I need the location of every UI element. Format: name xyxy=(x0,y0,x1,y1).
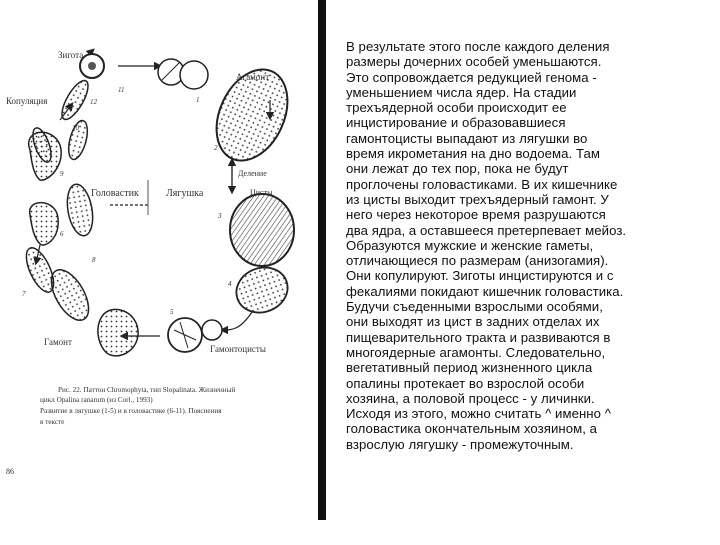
label-frog: Лягушка xyxy=(166,188,204,199)
stage-number: 7 xyxy=(22,290,26,298)
zygote-cyst xyxy=(80,54,104,78)
label-tadpole: Головастик xyxy=(91,188,139,199)
agamont-cell-3 xyxy=(230,260,294,319)
stage-number: 12 xyxy=(90,98,97,106)
label-gamont: Гамонт xyxy=(44,337,72,347)
stage-number: 1 xyxy=(196,96,200,104)
page-binding-shadow xyxy=(318,0,326,540)
article-text: В результате этого после каждого деления размеры дочерних особей уменьшаются. Это сопровождается редукцией генома - уменьшением числа ядер. На стадии трехъядерной особи происходит ее инцистирование и образовавшиеся гамонтоцисты выпадают из лягушки во время икрометания на дно водоема. Там они лежат до тех пор, пока не будут проглочены головастиками. В их кишечнике из цисты выходит трехъядерный гамонт. У него через некоторое время разрушаются два ядра, а оставшееся претерпевает мейоз. Образуются мужские и женские гаметы, отличающиеся по размерам (анизогамия). Они копулируют. Зиготы инцистируются и с фекалиями покидают кишечник головастика. Будучи съеденными взрослыми особями, они выходят из цист в задних отделах их пищеварительного тракта и развиваются в многоядерные агамонты. Следовательно, вегетативный период жизненного цикла опалины протекает во взрослой особи хозяина, а половой процесс - у личинки. Исходя из этого, можно считать ^ именно ^ головастика окончательным хозяином, а взрослую лягушку - промежуточным. xyxy=(346,39,627,452)
label-division: Деление xyxy=(238,169,267,178)
label-zygote: Зигота xyxy=(58,50,84,60)
caption-line: цикл Opalina ranarum (из Corl., 1993) xyxy=(40,396,153,404)
label-gamontocysts: Гамонтоцисты xyxy=(210,344,266,354)
agamont-cell-2 xyxy=(230,194,294,266)
stage-number: 5 xyxy=(170,308,174,316)
label-cysts: Цисты xyxy=(250,188,273,197)
gamont-cells xyxy=(21,77,138,356)
figure-caption xyxy=(40,386,235,426)
stage-number: 10 xyxy=(72,124,79,132)
stage-number: 3 xyxy=(218,212,222,220)
stage-number: 4 xyxy=(228,280,232,288)
stage-number: 11 xyxy=(118,86,125,94)
stage-number: 9 xyxy=(60,170,64,178)
stage-number: 2 xyxy=(214,144,218,152)
life-cycle-figure xyxy=(0,0,316,540)
caption-line: Развитие в лягушке (1-5) и в головастике (6-11). Пояснения xyxy=(40,407,222,415)
stage-number: 6 xyxy=(60,230,64,238)
top-cysts xyxy=(158,59,208,89)
caption-line: в тексте xyxy=(40,418,65,426)
caption-line: Рис. 22. Паттон Chromophyta, тип Slopalinata. Жизненный xyxy=(58,386,236,394)
stage-number: 8 xyxy=(92,256,96,264)
label-agamont: Агамонт xyxy=(236,72,270,82)
page-number: 86 xyxy=(6,467,14,476)
label-copulation: Копуляция xyxy=(6,96,48,106)
opalina-life-cycle-diagram xyxy=(0,0,316,540)
